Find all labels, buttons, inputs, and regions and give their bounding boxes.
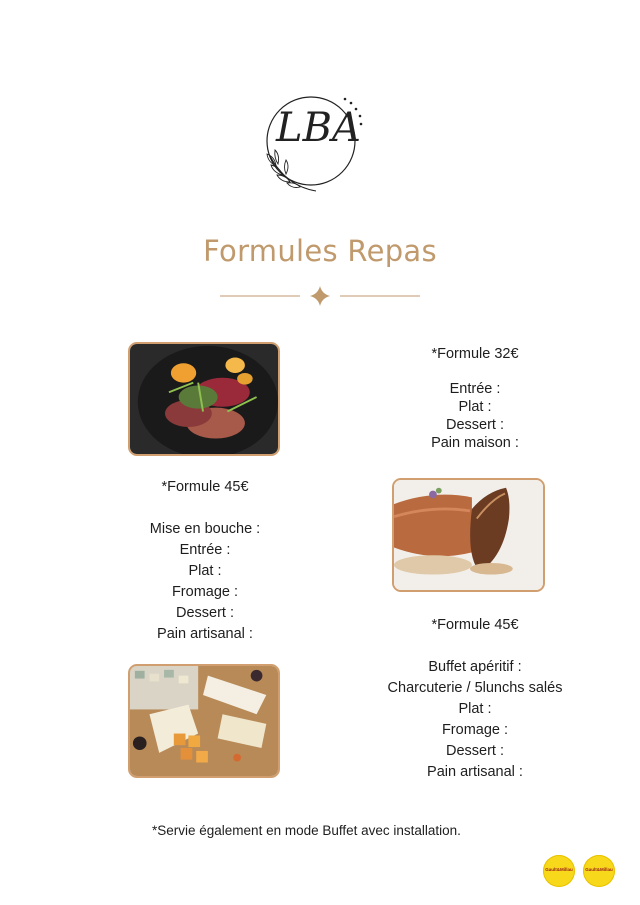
formula-item: Plat : — [188, 563, 222, 579]
page-title: Formules Repas — [203, 234, 437, 268]
formula-heading: *Formule 45€ — [431, 617, 519, 633]
dish-photo-tataki — [128, 342, 280, 456]
dish-photo-shallot — [392, 478, 545, 592]
formula-item: Dessert : — [445, 743, 504, 759]
formula-item: Pain artisanal : — [427, 764, 523, 780]
formula-item: Entrée : — [449, 381, 501, 397]
formula-block-3 — [360, 615, 590, 783]
formula-item: Plat : — [458, 701, 492, 717]
logo-letters: LBA — [276, 105, 361, 151]
tataki-dish-photo — [130, 344, 278, 454]
gault-millau-badge — [543, 855, 575, 887]
formula-block-2 — [400, 345, 550, 452]
formula-item: Plat : — [458, 399, 492, 415]
footnote: *Servie également en mode Buffet avec installation. — [152, 823, 461, 838]
formula-heading: *Formule 32€ — [431, 346, 519, 362]
cheese-platter-photo — [130, 666, 278, 776]
formula-heading: *Formule 45€ — [161, 479, 249, 495]
formula-item: Mise en bouche : — [149, 521, 261, 537]
four-point-star-icon — [310, 286, 330, 306]
formula-item: Fromage : — [441, 722, 509, 738]
badge-label: Gault&Millau — [585, 867, 613, 872]
formula-item: Dessert : — [445, 417, 504, 433]
foie-gras-shallot-photo — [394, 480, 543, 590]
formula-item: Entrée : — [179, 542, 231, 558]
formula-item: Pain maison : — [431, 435, 519, 451]
formula-item: Charcuterie / 5lunchs salés — [387, 680, 563, 696]
formula-item: Pain artisanal : — [157, 626, 253, 642]
formula-item: Buffet apéritif : — [428, 659, 522, 675]
gault-millau-badge — [583, 855, 615, 887]
monogram-wreath-icon — [256, 86, 366, 198]
formula-block-1 — [130, 477, 280, 645]
title-divider — [220, 286, 420, 306]
formula-item: Dessert : — [175, 605, 234, 621]
formula-item: Fromage : — [171, 584, 239, 600]
cheese-platter-photo-frame — [128, 664, 280, 778]
badge-label: Gault&Millau — [545, 867, 573, 872]
logo-monogram — [256, 86, 366, 198]
